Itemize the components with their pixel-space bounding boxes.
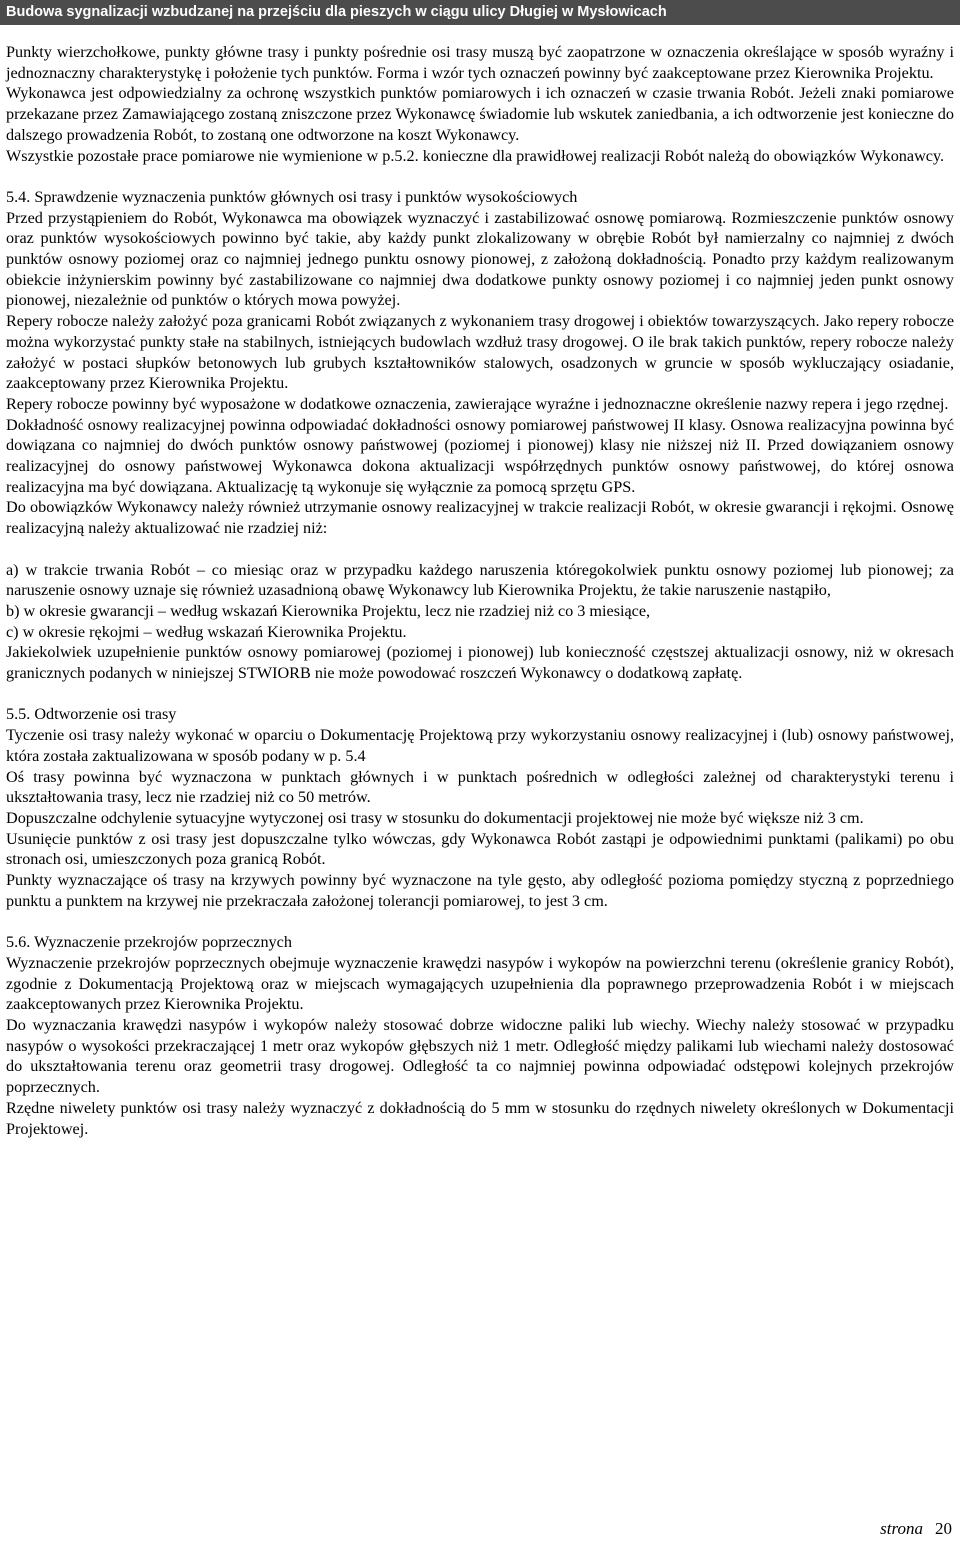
paragraph: Punkty wierzchołkowe, punkty główne trasy i punkty pośrednie osi trasy muszą być zaopatrzone w oznaczenia określające w sposób wyraźny i jednoznaczny charakterystykę i położenie tych punktów. Forma i wzór tych oznaczeń powinny być zaakceptowane przez Kierownika Projektu. <box>6 43 954 82</box>
paragraph: c) w okresie rękojmi – według wskazań Kierownika Projektu. <box>6 622 407 641</box>
document-body <box>6 42 954 1139</box>
paragraph: Wykonawca jest odpowiedzialny za ochronę wszystkich punktów pomiarowych i ich oznaczeń w czasie trwania Robót. Jeżeli znaki pomiarowe przekazane przez Zamawiającego zostaną zniszczone przez Wykonawcę świadomie lub wskutek zaniedbania, a ich odtworzenie jest konieczne do dalszego prowadzenia Robót, to zostaną one odtworzone na koszt Wykonawcy. <box>6 84 954 144</box>
paragraph: Przed przystąpieniem do Robót, Wykonawca ma obowiązek wyznaczyć i zastabilizować osnowę pomiarową. Rozmieszczenie punktów osnowy oraz punktów wysokościowych powinno być takie, aby każdy punkt zlokalizowany w obrębie Robót był namierzalny co najmniej z dwóch punktów osnowy poziomej oraz co najmniej jednego punktu osnowy pionowej, z założoną dokładnością. Ponadto przy każdym realizowanym obiekcie inżynierskim powinny być zastabilizowane co najmniej dwa dodatkowe punkty osnowy poziomej i co najmniej jeden punkt osnowy pionowej, niezależnie od punktów o których mowa powyżej. <box>6 208 954 310</box>
paragraph: 5.5. Odtworzenie osi trasy <box>6 705 177 724</box>
paragraph-spacer <box>6 684 954 705</box>
paragraph: Repery robocze powinny być wyposażone w dodatkowe oznaczenia, zawierające wyraźne i jednoznaczne określenie nazwy repera i jego rzędnej. <box>6 394 949 413</box>
page-number: 20 <box>935 1519 952 1538</box>
page-label: strona <box>880 1519 923 1538</box>
paragraph: 5.4. Sprawdzenie wyznaczenia punktów głównych osi trasy i punktów wysokościowych <box>6 187 578 206</box>
paragraph: Do wyznaczania krawędzi nasypów i wykopów należy stosować dobrze widoczne paliki lub wiechy. Wiechy należy stosować w przypadku nasypów o wysokości przekraczającej 1 metr oraz wykopów głębszych niż 1 metr. Odległość między palikami lub wiechami należy dostosować do ukształtowania terenu oraz geometrii trasy drogowej. Odległość ta co najmniej powinna odpowiadać odstępowi kolejnych przekrojów poprzecznych. <box>6 1015 954 1097</box>
page-footer <box>880 1519 952 1539</box>
paragraph: Rzędne niwelety punktów osi trasy należy wyznaczyć z dokładnością do 5 mm w stosunku do rzędnych niwelety określonych w Dokumentacji Projektowej. <box>6 1098 954 1138</box>
document-title: Budowa sygnalizacji wzbudzanej na przejściu dla pieszych w ciągu ulicy Długiej w Mysłowicach <box>6 4 667 20</box>
paragraph: Do obowiązków Wykonawcy należy również utrzymanie osnowy realizacyjnej w trakcie realizacji Robót, w okresie gwarancji i rękojmi. Osnowę realizacyjną należy aktualizować nie rzadziej niż: <box>6 498 954 538</box>
paragraph: Jakiekolwiek uzupełnienie punktów osnowy pomiarowej (poziomej i pionowej) lub konieczność częstszej aktualizacji osnowy, niż w okresach granicznych podanych w niniejszej STWIORB nie może powodować roszczeń Wykonawcy o dodatkową zapłatę. <box>6 643 954 683</box>
paragraph: a) w trakcie trwania Robót – co miesiąc oraz w przypadku każdego naruszenia któregokolwiek punktu osnowy poziomej lub pionowej; za naruszenie osnowy uznaje się również uzasadnioną obawę Wykonawcy lub Kierownika Projektu, że takie naruszenie nastąpiło, <box>6 560 954 600</box>
paragraph: Punkty wyznaczające oś trasy na krzywych powinny być wyznaczone na tyle gęsto, aby odległość pozioma pomiędzy styczną z poprzedniego punktu a punktem na krzywej nie przekraczała założonej tolerancji pomiarowej, to jest 3 cm. <box>6 871 954 910</box>
paragraph: Oś trasy powinna być wyznaczona w punktach głównych i w punktach pośrednich w odległości zależnej od charakterystyki terenu i ukształtowania trasy, lecz nie rzadziej niż co 50 metrów. <box>6 767 954 807</box>
document-header <box>0 0 960 25</box>
paragraph: Tyczenie osi trasy należy wykonać w oparciu o Dokumentację Projektową przy wykorzystaniu osnowy realizacyjnej i (lub) osnowy państwowej, która została zaktualizowana w sposób podany w p. 5.4 <box>6 726 954 765</box>
paragraph: Repery robocze należy założyć poza granicami Robót związanych z wykonaniem trasy drogowej i obiektów towarzyszących. Jako repery robocze można wykorzystać punkty stałe na stabilnych, istniejących budowlach wzdłuż trasy drogowej. O ile brak takich punktów, repery robocze należy założyć w postaci słupków betonowych lub grubych kształtowników stalowych, osadzonych w gruncie w sposób wykluczający osiadanie, zaakceptowany przez Kierownika Projektu. <box>6 312 954 393</box>
paragraph: Dopuszczalne odchylenie sytuacyjne wytyczonej osi trasy w stosunku do dokumentacji projektowej nie może być większe niż 3 cm. <box>6 808 864 827</box>
paragraph-spacer <box>6 539 954 560</box>
paragraph: 5.6. Wyznaczenie przekrojów poprzecznych <box>6 933 292 952</box>
paragraph: Wyznaczenie przekrojów poprzecznych obejmuje wyznaczenie krawędzi nasypów i wykopów na powierzchni terenu (określenie granicy Robót), zgodnie z Dokumentacją Projektową oraz w miejscach wymagających uzupełnienia dla poprawnego przeprowadzenia Robót i w miejscach zaakceptowanych przez Kierownika Projektu. <box>6 953 954 1014</box>
paragraph: Dokładność osnowy realizacyjnej powinna odpowiadać dokładności osnowy pomiarowej państwowej II klasy. Osnowa realizacyjna powinna być dowiązana co najmniej do dwóch punktów osnowy państwowej (poziomej i pionowej) klasy nie niższej niż II. Przed dowiązaniem osnowy realizacyjnej do osnowy państwowej Wykonawca dokona aktualizacji współrzędnych punktów osnowy państwowej, do której osnowa realizacyjna ma być dowiązana. Aktualizację tą wykonuje się wyłącznie za pomocą sprzętu GPS. <box>6 415 954 496</box>
paragraph: Usunięcie punktów z osi trasy jest dopuszczalne tylko wówczas, gdy Wykonawca Robót zastąpi je odpowiednimi punktami (palikami) po obu stronach osi, umieszczonych poza granicą Robót. <box>6 829 954 869</box>
paragraph-spacer <box>6 166 954 187</box>
paragraph: Wszystkie pozostałe prace pomiarowe nie wymienione w p.5.2. konieczne dla prawidłowej realizacji Robót należą do obowiązków Wykonawcy. <box>6 146 945 165</box>
paragraph-spacer <box>6 911 954 932</box>
paragraph: b) w okresie gwarancji – według wskazań Kierownika Projektu, lecz nie rzadziej niż co 3 miesiące, <box>6 601 651 620</box>
